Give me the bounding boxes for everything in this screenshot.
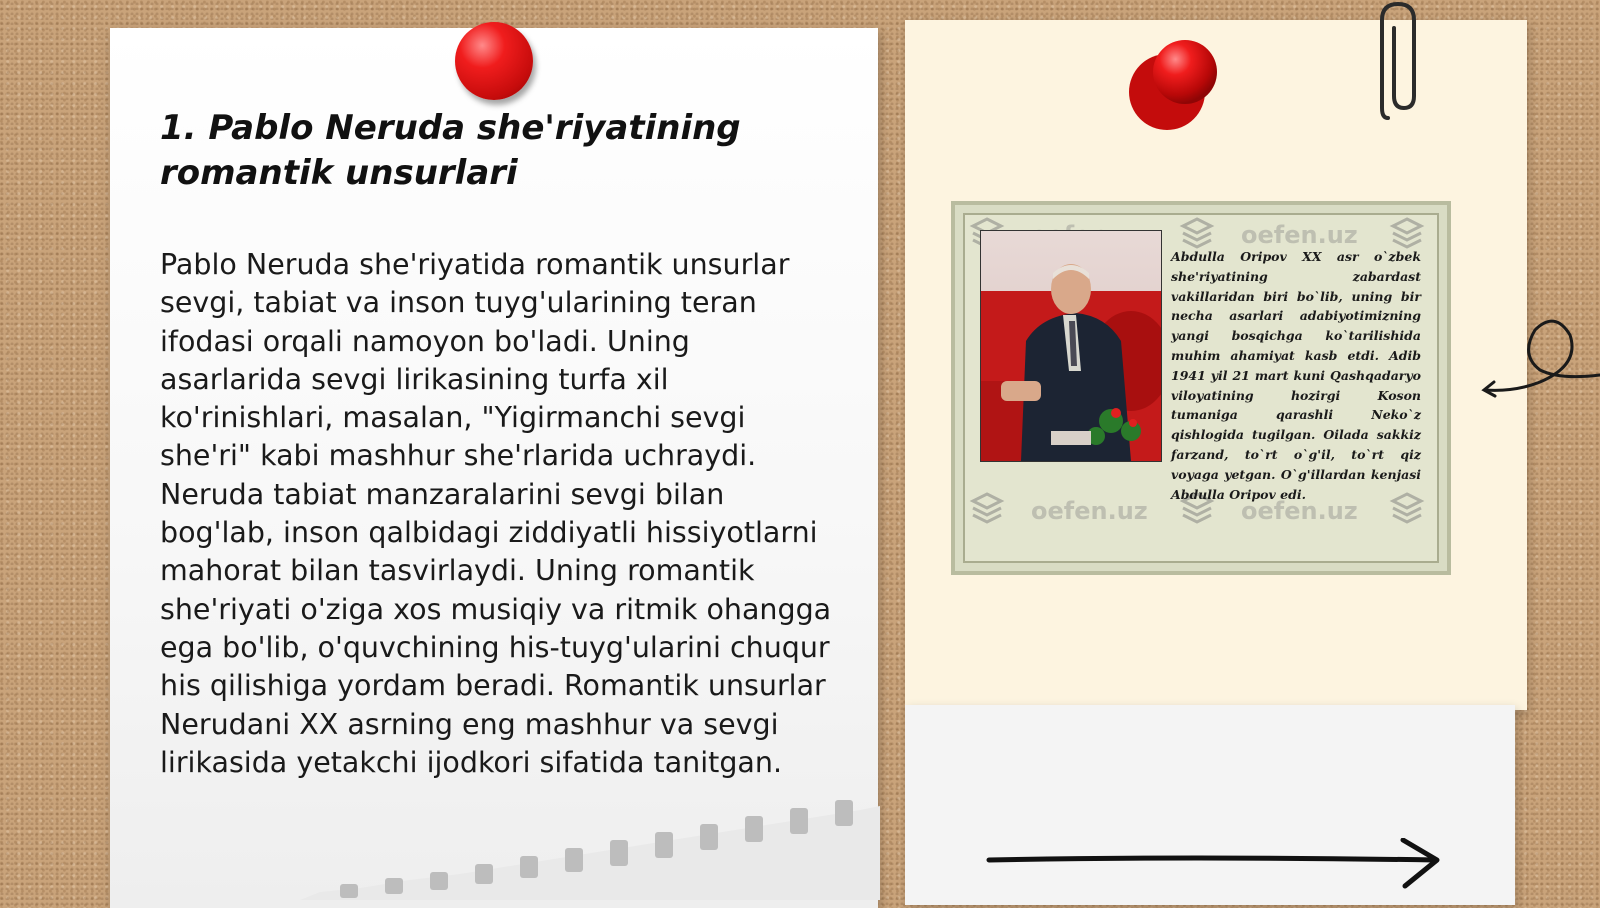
- portrait-illustration: [981, 231, 1161, 461]
- embedded-slide-image: [951, 201, 1451, 575]
- slide-title: 1. Pablo Neruda she'riyatining romantik unsurlari: [160, 108, 741, 193]
- watermark-text: oefen.uz: [1241, 221, 1358, 249]
- layers-watermark-icon: [969, 490, 1005, 526]
- paperclip-icon: [1378, 0, 1422, 126]
- swirl-doodle-icon: [1480, 310, 1600, 410]
- watermark-text: oefen.uz: [1241, 497, 1358, 525]
- push-pin-icon: [455, 22, 533, 100]
- push-pin-icon: [1125, 40, 1223, 132]
- arrow-right-icon: [985, 838, 1447, 900]
- layers-watermark-icon: [1179, 215, 1215, 251]
- portrait-photo: [980, 230, 1162, 462]
- slide-body-text: Pablo Neruda she'riyatida romantik unsurlar sevgi, tabiat va inson tuyg'ularining teran ifodasi orqali namoyon bo'ladi. Uning asarlarida sevgi lirikasining turfa xil ko'rinishlari, masalan, "Yigirmanchi sevgi she'ri" kabi mashhur she'rlarida uchraydi. Neruda tabiat manzaralarini sevgi bilan bog'lab, inson qalbidagi ziddiyatli hissiyotlarni mahorat bilan tasvirlaydi. Uning romantik she'riyati o'ziga xos musiqiy va ritmik ohangga ega bo'lib, o'quvchining his-tuyg'ularini chuqur his qilishiga yordam beradi. Romantik unsurlar Nerudani XX asrning eng mashhur va sevgi lirikasida yetakchi ijodkori sifatida tanitgan.: [160, 248, 832, 779]
- torn-paper-edge: [300, 800, 880, 900]
- watermark-text: oefen.uz: [1031, 497, 1148, 525]
- embedded-caption-text: Abdulla Oripov XX asr o`zbek she'riyatining zabardast vakillaridan biri bo`lib, uning bir necha asarlari adabiyotimizning yangi bosqichga ko`tarilishida muhim ahamiyat kasb etdi. Adib 1941 yil 21 mart kuni Qashqadaryo viloyatining hozirgi Koson tumaniga qarashli Neko`z qishlogida tugilgan. Oilada sakkiz farzand, to`rt o`g'il, to`rt qiz voyaga yetgan. O`g'illardan kenjasi Abdulla Oripov edi.: [1171, 249, 1421, 502]
- layers-watermark-icon: [1389, 215, 1425, 251]
